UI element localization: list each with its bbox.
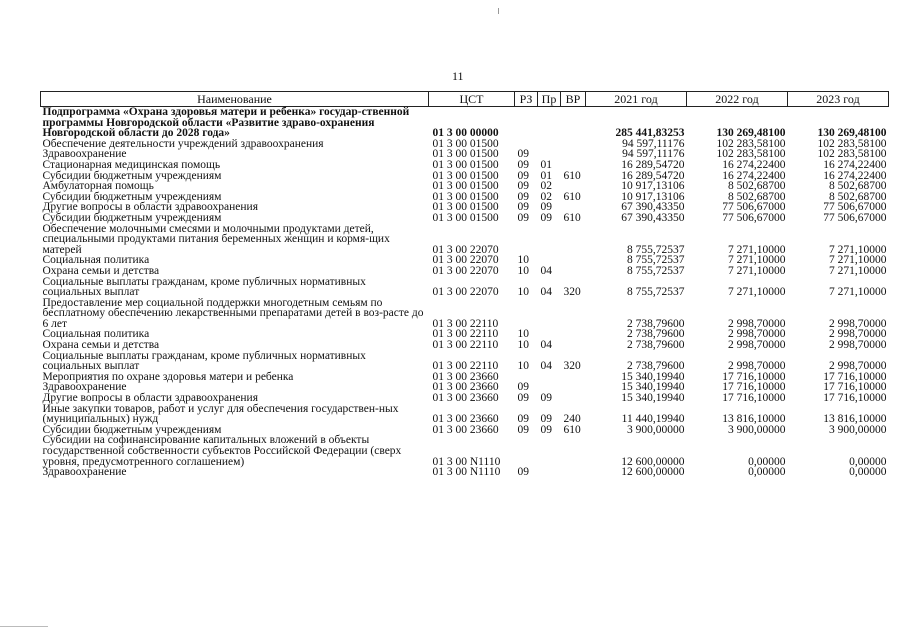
cell-name: Мероприятия по охране здоровья матери и ребенка — [42, 370, 294, 383]
cell-rz: 09 — [517, 392, 529, 405]
cell-pr — [538, 435, 561, 467]
cell-y2022: 3 900,00000 — [728, 423, 786, 436]
cell-pr: 09 — [540, 392, 552, 405]
cell-cst: 01 3 00 01500 — [432, 158, 499, 171]
cell-y2023: 13 816,10000 — [823, 413, 887, 426]
header-cst: ЦСТ — [429, 92, 515, 107]
cell-name: Стационарная медицинская помощь — [42, 158, 221, 171]
cell-y2021: 15 340,19940 — [621, 392, 685, 405]
cell-y2022: 102 283,58100 — [716, 137, 786, 150]
cell-rz: 09 — [517, 211, 529, 224]
cell-vr: 610 — [563, 211, 581, 224]
cell-y2023: 2 998,70000 — [829, 328, 887, 341]
cell-vr — [561, 255, 586, 266]
cell-vr — [561, 298, 586, 330]
cell-name: Здравоохранение — [42, 148, 127, 161]
table-row — [41, 435, 889, 467]
cell-rz: 09 — [517, 148, 529, 161]
cell-pr — [538, 139, 561, 150]
cell-rz — [515, 224, 538, 256]
cell-cst: 01 3 00 01500 — [432, 180, 499, 193]
cell-rz: 10 — [517, 328, 529, 341]
cell-cst: 01 3 00 01500 — [432, 137, 499, 150]
table-row — [41, 266, 889, 277]
cell-y2023: 77 506,67000 — [823, 201, 887, 214]
cell-vr — [561, 340, 586, 351]
cell-cst: 01 3 00 01500 — [432, 148, 499, 161]
cell-y2023: 8 502,68700 — [829, 190, 887, 203]
cell-cst: 01 3 00 22070 — [432, 243, 499, 256]
cell-y2022: 2 998,70000 — [728, 317, 786, 330]
cell-y2023: 0,00000 — [849, 455, 887, 468]
cell-name: Охрана семьи и детства — [42, 264, 160, 277]
cell-y2023: 17 716,10000 — [823, 381, 887, 394]
cell-cst: 01 3 00 23660 — [432, 423, 499, 436]
margin-line — [0, 626, 48, 627]
cell-cst: 01 3 00 23660 — [432, 392, 499, 405]
cell-rz: 09 — [517, 158, 529, 171]
cell-y2023: 102 283,58100 — [817, 137, 887, 150]
cell-vr — [561, 382, 586, 393]
cell-y2023: 17 716,10000 — [823, 370, 887, 383]
cell-vr: 320 — [563, 360, 581, 373]
cell-y2022: 16 274,22400 — [722, 169, 786, 182]
cell-y2021: 16 289,54720 — [621, 158, 685, 171]
cell-rz: 10 — [517, 360, 529, 373]
cell-pr: 04 — [540, 264, 552, 277]
cell-y2021: 94 597,11176 — [622, 148, 685, 161]
cell-vr — [561, 329, 586, 340]
cell-y2022: 8 502,68700 — [728, 190, 786, 203]
cell-y2023: 2 998,70000 — [829, 339, 887, 352]
cell-pr: 02 — [540, 190, 552, 203]
cell-cst: 01 3 00 23660 — [432, 413, 499, 426]
table-row — [41, 298, 889, 330]
cell-vr — [561, 266, 586, 277]
cell-y2021: 8 755,72537 — [627, 286, 685, 299]
cell-vr — [561, 139, 586, 150]
cell-name: Социальная политика — [42, 254, 150, 267]
cell-name: Обеспечение молочными смесями и молочными продуктами детей, специальными продуктами питания беременных женщин и кормя-щих матерей — [42, 222, 390, 256]
table-row — [41, 277, 889, 298]
cell-pr — [538, 224, 561, 256]
cell-cst: 01 3 00 N1110 — [432, 455, 501, 468]
header-rz: РЗ — [515, 92, 538, 107]
cell-rz: 09 — [517, 413, 529, 426]
cell-cst: 01 3 00 22110 — [432, 360, 499, 373]
cell-name: Иные закупки товаров, работ и услуг для обеспечения государствен-ных (муниципальных) нужд — [42, 402, 399, 426]
cell-y2021: 8 755,72537 — [627, 264, 685, 277]
cell-y2022: 2 998,70000 — [728, 339, 786, 352]
cell-y2021: 2 738,79600 — [627, 360, 685, 373]
table-row — [41, 213, 889, 224]
table-row — [41, 224, 889, 256]
header-2021: 2021 год — [586, 92, 687, 107]
cell-y2021: 11 440,19940 — [621, 413, 685, 426]
cell-name: Амбулаторная помощь — [42, 180, 154, 193]
cell-rz — [515, 298, 538, 330]
cell-cst: 01 3 00 01500 — [432, 169, 499, 182]
cell-rz: 09 — [517, 169, 529, 182]
cell-name: Субсидии бюджетным учреждениям — [42, 423, 222, 436]
cell-y2023: 7 271,10000 — [829, 264, 887, 277]
cell-y2021: 8 755,72537 — [627, 243, 685, 256]
cell-y2021: 67 390,43350 — [621, 201, 685, 214]
cell-y2023: 130 269,48100 — [817, 127, 887, 140]
cell-y2023: 16 274,22400 — [823, 169, 887, 182]
cell-y2021: 285 441,83253 — [615, 127, 685, 140]
cell-rz: 10 — [517, 339, 529, 352]
cell-vr — [561, 107, 586, 139]
cell-cst: 01 3 00 22110 — [432, 339, 499, 352]
cell-y2023: 77 506,67000 — [823, 211, 887, 224]
cell-pr: 02 — [540, 180, 552, 193]
cell-rz: 09 — [517, 190, 529, 203]
header-2023: 2023 год — [788, 92, 889, 107]
cell-vr: 320 — [563, 286, 581, 299]
cell-y2023: 8 502,68700 — [829, 180, 887, 193]
page-number: 11 — [452, 69, 464, 83]
header-2022: 2022 год — [687, 92, 788, 107]
header-row — [41, 92, 889, 107]
cell-pr — [538, 298, 561, 330]
cell-y2023: 102 283,58100 — [817, 148, 887, 161]
cell-cst: 01 3 00 22110 — [432, 328, 499, 341]
cell-y2023: 16 274,22400 — [823, 158, 887, 171]
table-row — [41, 467, 889, 478]
cell-pr: 04 — [540, 286, 552, 299]
cell-name: Здравоохранение — [42, 381, 127, 394]
cell-y2021: 12 600,00000 — [621, 466, 685, 479]
cell-rz: 09 — [517, 381, 529, 394]
cell-y2021: 10 917,13106 — [621, 180, 685, 193]
cell-y2023: 0,00000 — [849, 466, 887, 479]
cell-cst: 01 3 00 N1110 — [432, 466, 501, 479]
cell-cst: 01 3 00 22110 — [432, 317, 499, 330]
cell-name: Социальная политика — [42, 328, 150, 341]
cell-cst: 01 3 00 23660 — [432, 381, 499, 394]
cell-rz: 10 — [517, 286, 529, 299]
cell-name: Подпрограмма «Охрана здоровья матери и ребенка» государ-ственной программы Новгородской области «Развитие здраво-охранения Новгородской области до 2028 года» — [42, 106, 410, 140]
cell-y2022: 7 271,10000 — [728, 254, 786, 267]
cell-y2021: 2 738,79600 — [627, 328, 685, 341]
cell-y2022: 8 502,68700 — [728, 180, 786, 193]
header-pr: Пр — [538, 92, 561, 107]
cell-vr — [561, 435, 586, 467]
table-row — [41, 107, 889, 139]
cell-vr — [561, 160, 586, 171]
cell-cst: 01 3 00 22070 — [432, 286, 499, 299]
cell-rz — [515, 107, 538, 139]
cell-pr: 04 — [540, 339, 552, 352]
cell-y2021: 2 738,79600 — [627, 339, 685, 352]
cell-y2022: 2 998,70000 — [728, 328, 786, 341]
cell-rz: 10 — [517, 254, 529, 267]
cell-y2021: 10 917,13106 — [621, 190, 685, 203]
cell-y2021: 15 340,19940 — [621, 370, 685, 383]
cell-rz — [515, 435, 538, 467]
cell-vr: 240 — [563, 413, 581, 426]
cell-y2023: 7 271,10000 — [829, 243, 887, 256]
cell-pr: 09 — [540, 211, 552, 224]
cell-y2022: 17 716,10000 — [722, 381, 786, 394]
cell-rz: 09 — [517, 180, 529, 193]
cell-pr: 01 — [540, 169, 552, 182]
cell-name: Социальные выплаты гражданам, кроме публичных нормативных социальных выплат — [42, 275, 366, 299]
cell-y2022: 7 271,10000 — [728, 286, 786, 299]
cell-name: Субсидии на софинансирование капитальных вложений в объекты государственной собственности субъектов Российской Федерации (сверх уровня, предусмотренного соглашением) — [42, 434, 402, 468]
cell-y2022: 0,00000 — [748, 455, 786, 468]
cell-name: Субсидии бюджетным учреждениям — [42, 211, 222, 224]
cell-pr — [538, 372, 561, 383]
cell-vr — [561, 393, 586, 404]
cell-y2022: 130 269,48100 — [716, 127, 786, 140]
cell-vr — [561, 372, 586, 383]
cell-rz: 10 — [517, 264, 529, 277]
cell-y2022: 16 274,22400 — [722, 158, 786, 171]
cell-y2021: 15 340,19940 — [621, 381, 685, 394]
table-row — [41, 160, 889, 171]
cell-vr: 610 — [563, 423, 581, 436]
cell-vr — [561, 149, 586, 160]
scan-speck — [498, 8, 499, 14]
cell-rz: 09 — [517, 466, 529, 479]
cell-cst: 01 3 00 22070 — [432, 254, 499, 267]
cell-y2023: 2 998,70000 — [829, 360, 887, 373]
cell-name: Здравоохранение — [42, 466, 127, 479]
table-row — [41, 404, 889, 425]
cell-pr: 09 — [540, 423, 552, 436]
cell-y2022: 2 998,70000 — [728, 360, 786, 373]
cell-pr — [538, 467, 561, 478]
cell-pr: 01 — [540, 158, 552, 171]
cell-cst: 01 3 00 01500 — [432, 201, 499, 214]
header-vr: ВР — [561, 92, 586, 107]
cell-vr — [561, 224, 586, 256]
cell-name: Субсидии бюджетным учреждениям — [42, 169, 222, 182]
cell-y2021: 94 597,11176 — [622, 137, 685, 150]
cell-y2023: 7 271,10000 — [829, 286, 887, 299]
cell-pr — [538, 107, 561, 139]
cell-y2023: 2 998,70000 — [829, 317, 887, 330]
cell-rz: 09 — [517, 423, 529, 436]
cell-y2023: 3 900,00000 — [829, 423, 887, 436]
cell-y2022: 13 816,10000 — [722, 413, 786, 426]
cell-y2021: 12 600,00000 — [621, 455, 685, 468]
cell-pr: 04 — [540, 360, 552, 373]
cell-y2022: 17 716,10000 — [722, 370, 786, 383]
table-row — [41, 351, 889, 372]
header-name: Наименование — [41, 92, 429, 107]
table-header — [41, 92, 889, 107]
cell-y2022: 7 271,10000 — [728, 243, 786, 256]
cell-y2022: 77 506,67000 — [722, 211, 786, 224]
cell-name: Другие вопросы в области здравоохранения — [42, 392, 258, 405]
cell-vr: 610 — [563, 169, 581, 182]
cell-y2022: 17 716,10000 — [722, 392, 786, 405]
cell-vr: 610 — [563, 190, 581, 203]
cell-name: Предоставление мер социальной поддержки многодетным семьям по бесплатному обеспечению лекарственными препаратами детей в воз-расте до 6 лет — [42, 296, 424, 330]
cell-name: Охрана семьи и детства — [42, 339, 160, 352]
cell-y2021: 3 900,00000 — [627, 423, 685, 436]
cell-cst: 01 3 00 01500 — [432, 190, 499, 203]
cell-y2022: 0,00000 — [748, 466, 786, 479]
cell-pr: 09 — [540, 413, 552, 426]
cell-cst: 01 3 00 22070 — [432, 264, 499, 277]
cell-rz: 09 — [517, 201, 529, 214]
cell-y2022: 77 506,67000 — [722, 201, 786, 214]
cell-y2022: 102 283,58100 — [716, 148, 786, 161]
cell-y2023: 17 716,10000 — [823, 392, 887, 405]
cell-y2023: 7 271,10000 — [829, 254, 887, 267]
table-body — [41, 107, 889, 478]
cell-cst: 01 3 00 23660 — [432, 370, 499, 383]
cell-y2021: 16 289,54720 — [621, 169, 685, 182]
cell-cst: 01 3 00 00000 — [432, 127, 499, 140]
cell-cst: 01 3 00 01500 — [432, 211, 499, 224]
cell-name: Обеспечение деятельности учреждений здравоохранения — [42, 137, 324, 150]
cell-y2021: 67 390,43350 — [621, 211, 685, 224]
cell-y2022: 7 271,10000 — [728, 264, 786, 277]
cell-y2021: 8 755,72537 — [627, 254, 685, 267]
cell-vr — [561, 467, 586, 478]
cell-name: Субсидии бюджетным учреждениям — [42, 190, 222, 203]
budget-table — [40, 91, 889, 478]
cell-pr: 09 — [540, 201, 552, 214]
cell-y2021: 2 738,79600 — [627, 317, 685, 330]
cell-name: Социальные выплаты гражданам, кроме публичных нормативных социальных выплат — [42, 349, 366, 373]
cell-name: Другие вопросы в области здравоохранения — [42, 201, 258, 214]
